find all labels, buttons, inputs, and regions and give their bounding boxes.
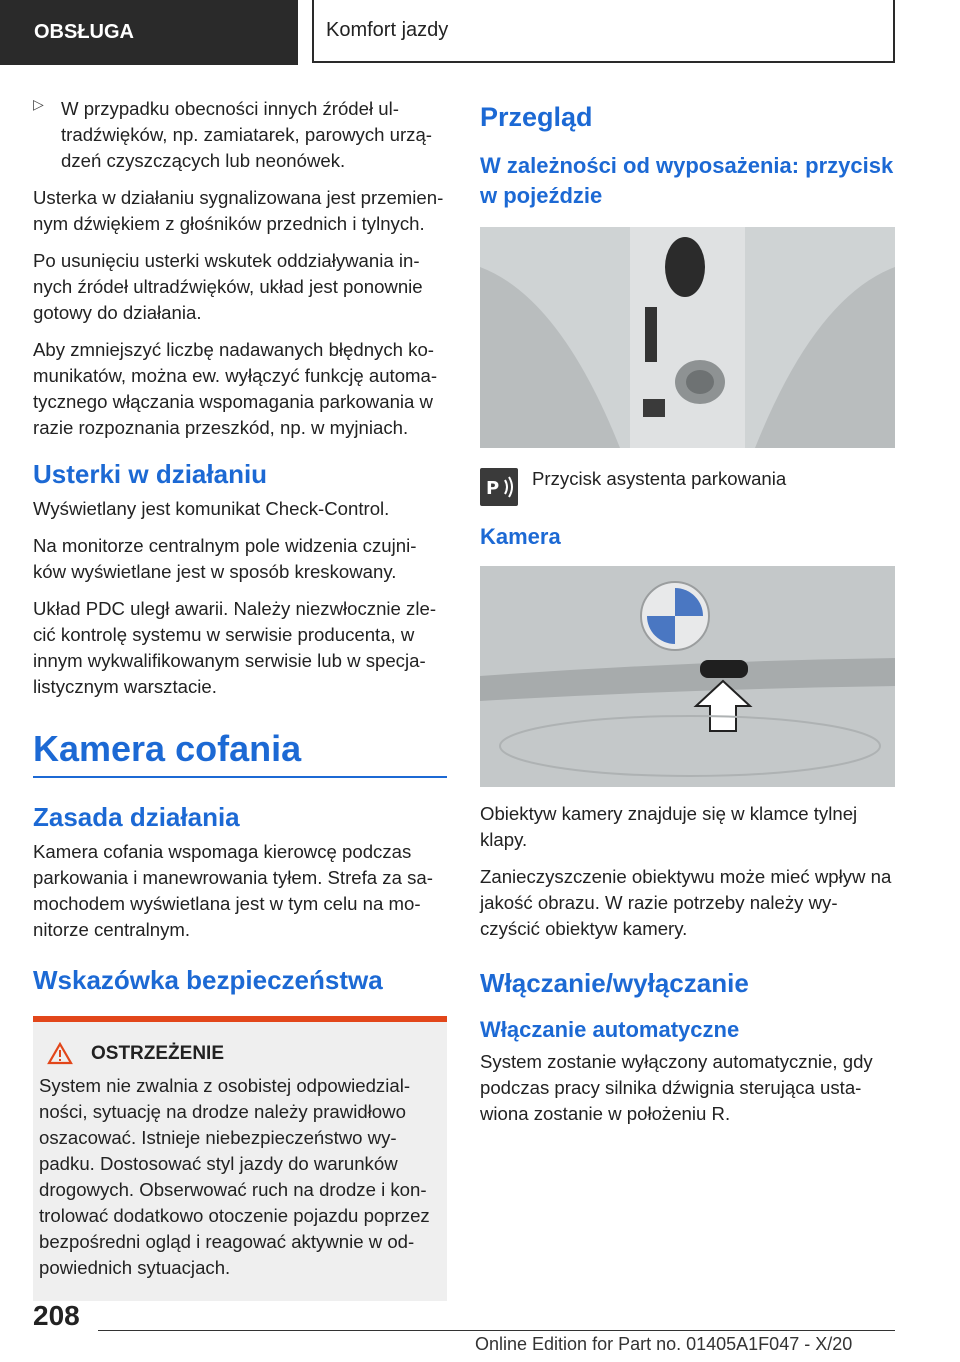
paragraph: Wyświetlany jest komunikat Check-Control. [33, 498, 390, 519]
right-column [480, 96, 895, 1138]
chapter-header [312, 0, 895, 63]
left-column [33, 96, 447, 1301]
paragraph: Kamera cofania wspomaga kierowcę podczas parkowania i manewrowania tyłem. Strefa za sa-mochodem wyświetlana jest w tym celu na mo-nitorze centralnym. [33, 841, 433, 940]
paragraph: Układ PDC uległ awarii. Należy niezwłocznie zle-cić kontrolę systemu w serwisie producenta, w innym wykwalifikowanym serwisie lub w specja-listycznym warsztacie. [33, 598, 437, 697]
bullet-item [33, 96, 447, 185]
paragraph: Usterka w działaniu sygnalizowana jest przemien-nym dźwiękiem z głośników przednich i tylnych. [33, 187, 444, 234]
heading-kamera: Kamera [480, 524, 561, 549]
tailgate-illustration [480, 566, 895, 787]
chapter-label: Komfort jazdy [326, 19, 449, 41]
heading-kamera-cofania: Kamera cofania [33, 728, 447, 778]
page-number: 208 [33, 1300, 80, 1331]
paragraph: Aby zmniejszyć liczbę nadawanych błędnych ko-munikatów, można ew. wyłączyć funkcję automa-tycznego włączania wspomagania parkowania w razie rozpoznania przeszkód, np. w myjniach. [33, 339, 438, 438]
section-label: OBSŁUGA [34, 21, 134, 43]
paragraph: Zanieczyszczenie obiektywu może mieć wpływ na jakość obrazu. W razie potrzeby należy wy-czyścić obiektyw kamery. [480, 866, 892, 939]
heading-usterki: Usterki w działaniu [33, 459, 268, 489]
console-illustration [480, 227, 895, 448]
footer-divider [98, 1330, 895, 1331]
triangle-bullet-icon: ▷ [33, 96, 44, 112]
heading-wlaczanie: Włączanie/wyłączanie [480, 968, 749, 998]
paragraph: Po usunięciu usterki wskutek oddziaływania in-nych źródeł ultradźwięków, układ jest ponownie gotowy do działania. [33, 250, 423, 323]
parking-assist-button-icon [480, 468, 518, 506]
bullet-text: W przypadku obecności innych źródeł ul-tradźwięków, np. zamiatarek, parowych urzą-dzeń czyszczących lub neonówek. [61, 98, 432, 171]
camera-photo [480, 566, 895, 787]
warning-icon [47, 1042, 73, 1065]
svg-text:P: P [486, 478, 500, 499]
paragraph: Na monitorze centralnym pole widzenia czujni-ków wyświetlane jest w sposób kreskowany. [33, 535, 417, 582]
caption-text: Przycisk asystenta parkowania [532, 468, 787, 489]
heading-wskazowka: Wskazówka bezpieczeństwa [33, 965, 383, 995]
heading-auto: Włączanie automatyczne [480, 1017, 740, 1042]
heading-przeglad: Przegląd [480, 102, 593, 132]
warning-box [33, 1016, 447, 1301]
warning-title-text: OSTRZEŻENIE [91, 1042, 225, 1064]
warning-text: System nie zwalnia z osobistej odpowiedzial-ności, sytuację na drodze należy prawidłowo oszacować. Istnieje niebezpieczeństwo wy-padku. Dostosować styl jazdy do warunków drogowych. Obserwować ruch na drodze i kon-trolować dodatkowo otoczenie pojazdu poprzez bezpośredni ogląd i reagować aktywnie w od-powiednich sytuacjach. [39, 1075, 430, 1278]
section-tab [0, 0, 298, 65]
paragraph: Obiektyw kamery znajduje się w klamce tylnej klapy. [480, 803, 858, 850]
paragraph: System zostanie wyłączony automatycznie, gdy podczas pracy silnika dźwignia sterująca usta-wiona zostanie w położeniu R. [480, 1051, 873, 1124]
edition-text: Online Edition for Part no. 01405A1F047 - X/20 [475, 1334, 853, 1354]
warning-title [47, 1042, 439, 1065]
caption-row [480, 468, 895, 506]
heading-zasada: Zasada działania [33, 802, 240, 832]
heading-wyposazenie: W zależności od wyposażenia: przycisk w pojeździe [480, 153, 894, 208]
console-photo [480, 227, 895, 448]
